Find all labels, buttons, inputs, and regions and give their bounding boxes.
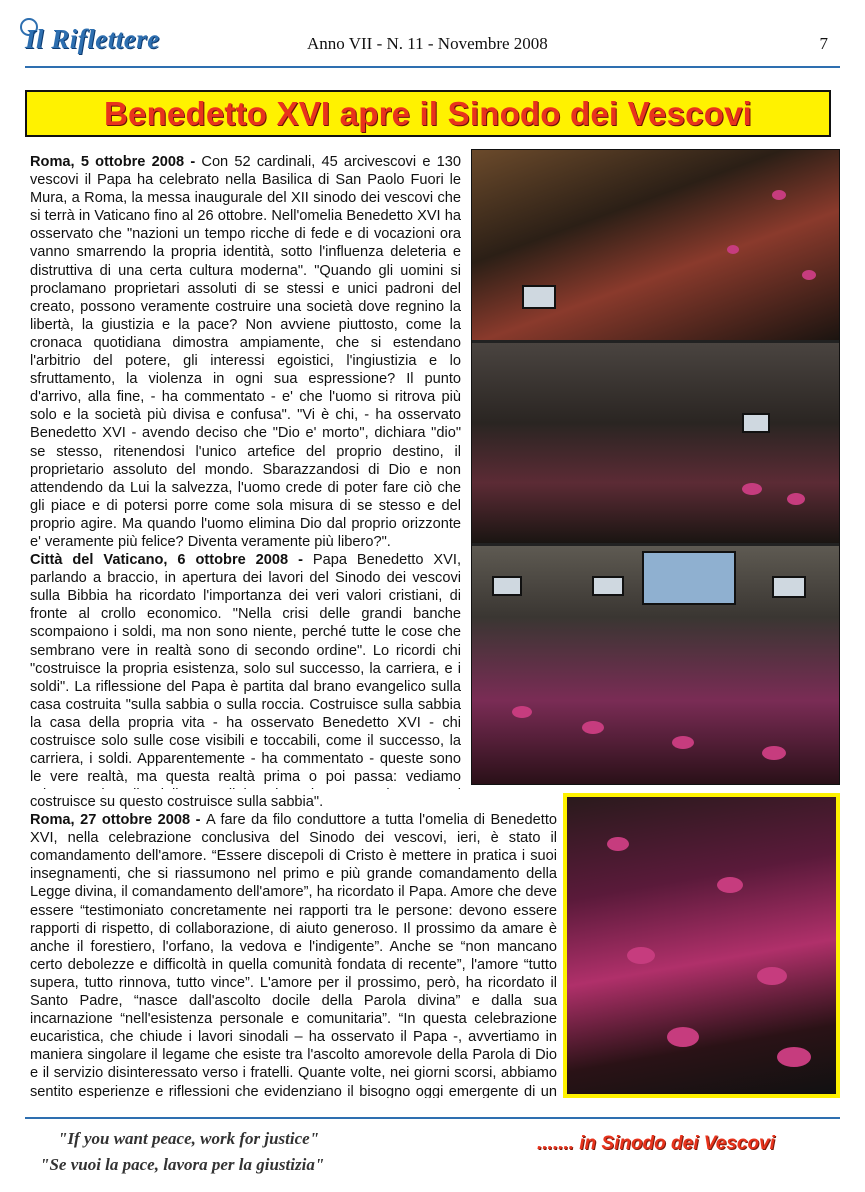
article-3-lead: Roma, 27 ottobre 2008 -: [30, 812, 206, 829]
monitor-icon: [492, 576, 522, 596]
headline: Benedetto XVI apre il Sinodo dei Vescovi: [103, 94, 752, 132]
article-3: [30, 811, 557, 1098]
article-3-body: A fare da filo conduttore a tutta l'omelia di Benedetto XVI, nella celebrazione conclusiva del Sinodo dei vescovi, ieri, è stato il comandamento dell'amore. “Essere discepoli di Cristo è mettere in pratica i suoi insegnamenti, che si riassumono nel primo e più grande comandamento della Legge divina, il comandamento dell'amore”, ha ricordato il Papa. Amore che deve essere “testimoniato concretamente nei rapporti tra le persone: devono essere rapporti di rispetto, di collaborazione, di aiuto generoso. Il prossimo da amare è anche il forestiero, l'orfano, la vedova e l'indigente”. Anche se “non mancano certo debolezze e difficoltà in quella comunità fondata di recente”, l'amore “tutto supera, tutto rinnova, tutto vince”. L'amore per il prossimo, però, ha ricordato il Santo Padre, “nasce dall'ascolto docile della Parola divina” e dalla sua incarnazione “nell'esistenza personale e comunitaria”. “In questa celebrazione eucaristica, che chiude i lavori sinodali – ha osservato il Papa -, avvertiamo in maniera singolare il legame che esiste tra l'ascolto amorevole della Parola di Dio e il servizio disinteressato verso i fratelli. Quante volte, nei giorni scorsi, abbiamo sentito esperienze e riflessioni che evidenziano il bisogno oggi emergente di un: [30, 812, 557, 1098]
footer-quote-italian: "Se vuoi la pace, lavora per la giustizia": [40, 1155, 325, 1174]
footer-divider: [25, 1117, 840, 1119]
article-1-lead: Roma, 5 ottobre 2008 -: [30, 154, 202, 170]
page-header: [25, 18, 840, 66]
article-1-body: Con 52 cardinali, 45 arcivescovi e 130 vescovi il Papa ha celebrato nella Basilica di San Paolo Fuori le Mura, a Roma, la messa inaugurale del XII sinodo dei vescovi che si terrà in Vaticano fino al 26 ottobre. Nell'omelia Benedetto XVI ha osservato che "nazioni un tempo ricche di fede e di vocazioni ora vanno smarrendo la propria identità, sotto l'influenza deleteria e distruttiva di una certa cultura moderna". "Quando gli uomini si proclamano proprietari assoluti di se stessi e unici padroni del creato, possono veramente costruire una società dove regnino la libertà, la giustizia e la pace? Non avviene piuttosto, come la cronaca quotidiana dimostra ampiamente, che si estendano l'arbitrio del potere, gli interessi egoistici, l'ingiustizia e lo sfruttamento, la violenza in ogni sua espressione? Il punto d'arrivo, alla fine, - ha commentato - e' che l'uomo si ritrova più solo e la società più divisa e confusa". "Vi è chi, - ha osservato Benedetto XVI - avendo deciso che "Dio e' morto", dichiara "dio" se stesso, ritenendosi l'unico artefice del proprio destino, il proprietario assoluto del mondo. Sbarazzandosi di Dio e non attendendo da Lui la salvezza, l'uomo crede di poter fare ciò che gli piace e di potersi porre come sola misura di se stesso e del proprio agire. Ma quando l'uomo elimina Dio dal proprio orizzonte e' veramente più felice? Diventa veramente più libero?".: [30, 154, 461, 550]
photo-synod-session: [472, 546, 839, 784]
issue-info: Anno VII - N. 11 - Novembre 2008: [307, 34, 548, 53]
masthead: Il Riflettere: [25, 24, 160, 54]
headline-box: [25, 90, 831, 137]
page-number: 7: [819, 34, 828, 53]
article-2-continued: costruisce su questo costruisce sulla sabbia".: [30, 794, 324, 810]
header-divider: [25, 66, 840, 68]
photo-column: [471, 149, 840, 785]
monitor-icon: [742, 413, 770, 433]
footer-quote-english: "If you want peace, work for justice": [58, 1129, 320, 1148]
article-column-left: [30, 153, 461, 789]
large-screen-icon: [642, 551, 736, 605]
photo-bishops: [563, 793, 840, 1098]
monitor-icon: [592, 576, 624, 596]
article-2-lead: Città del Vaticano, 6 ottobre 2008 -: [30, 552, 313, 569]
photo-synod-assembly: [472, 343, 839, 543]
article-column-bottom: [30, 793, 557, 1098]
article-2-body: Papa Benedetto XVI, parlando a braccio, in apertura dei lavori del Sinodo dei vescovi sulla Bibbia ha ricordato l'importanza dei veri valori cristiani, di fronte al crollo economico. "Nella crisi delle grandi banche scompaiono i soldi, ma non sono niente, perché tutte le cose che sembrano vere in realtà sono di secondo ordine". Lo ricordi chi "costruisce la propria esistenza, solo sul successo, la carriera, e i soldi". La riflessione del Papa è partita dal brano evangelico sulla casa costruita "sulla sabbia o sulla roccia. Costruisce sulla sabbia la casa della propria vita - ha osservato Benedetto XVI - chi costruisce solo sulle cose visibili e toccabili, come il successo, la carriera, i soldi. Apparentemente - ha commentato - queste sono le vere realtà, ma questa realtà prima o poi passa: vediamo: [30, 552, 461, 786]
monitor-icon: [522, 285, 556, 309]
photo-synod-hall: [472, 150, 839, 340]
article-2: [30, 551, 461, 789]
article-1: [30, 153, 461, 551]
footer-tagline: ....... in Sinodo dei Vescovi: [537, 1133, 775, 1154]
monitor-icon: [772, 576, 806, 598]
